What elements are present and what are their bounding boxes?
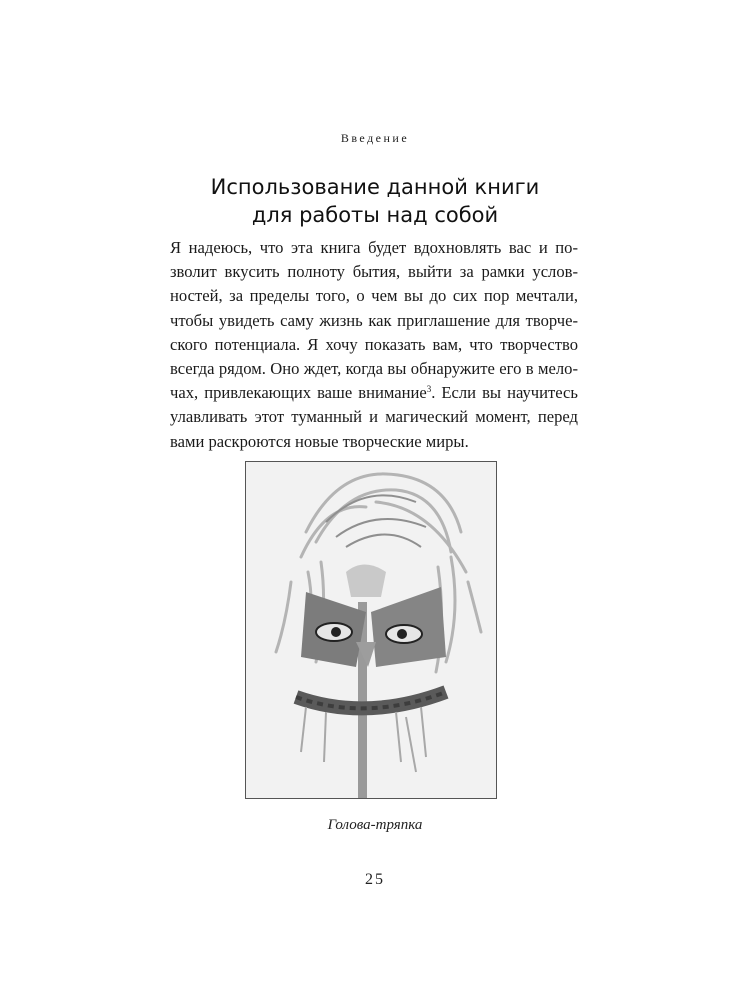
paragraph-line: улавливать этот туманный и магический момент, перед (170, 407, 578, 427)
paragraph-line: чтобы увидеть саму жизнь как приглашение для творче- (170, 310, 578, 330)
paragraph-line-text: . Если вы научитесь (431, 383, 578, 403)
paragraph-line-with-footnote (170, 381, 578, 405)
rag-head-illustration (246, 462, 496, 798)
running-head: Введение (340, 131, 410, 145)
paragraph-line: Я надеюсь, что эта книга будет вдохновлять вас и по- (170, 238, 578, 257)
paragraph-line: ского потенциала. Я хочу показать вам, что творчество (170, 334, 578, 354)
figure-caption: Голова-тряпка (327, 817, 423, 833)
figure-photo-rag-head (245, 461, 497, 799)
page-number: 25 (365, 871, 385, 888)
chapter-title-line-2: для работы над собой (251, 203, 499, 227)
paragraph-line: зволит вкусить полноту бытия, выйти за рамки услов- (170, 262, 578, 282)
paragraph-line: всегда рядом. Оно ждет, когда вы обнаружите его в мело- (170, 359, 578, 379)
paragraph-line-text: чах, привлекающих ваше внимание (170, 383, 427, 403)
chapter-title-line-1: Использование данной книги (210, 175, 540, 199)
chapter-title (0, 173, 750, 229)
paragraph-line: ностей, за пределы того, о чем вы до сих пор мечтали, (170, 286, 578, 306)
paragraph-line: вами раскроются новые творческие миры. (170, 431, 469, 451)
body-paragraph (170, 236, 578, 454)
footnote-marker[interactable]: 3 (426, 384, 432, 395)
